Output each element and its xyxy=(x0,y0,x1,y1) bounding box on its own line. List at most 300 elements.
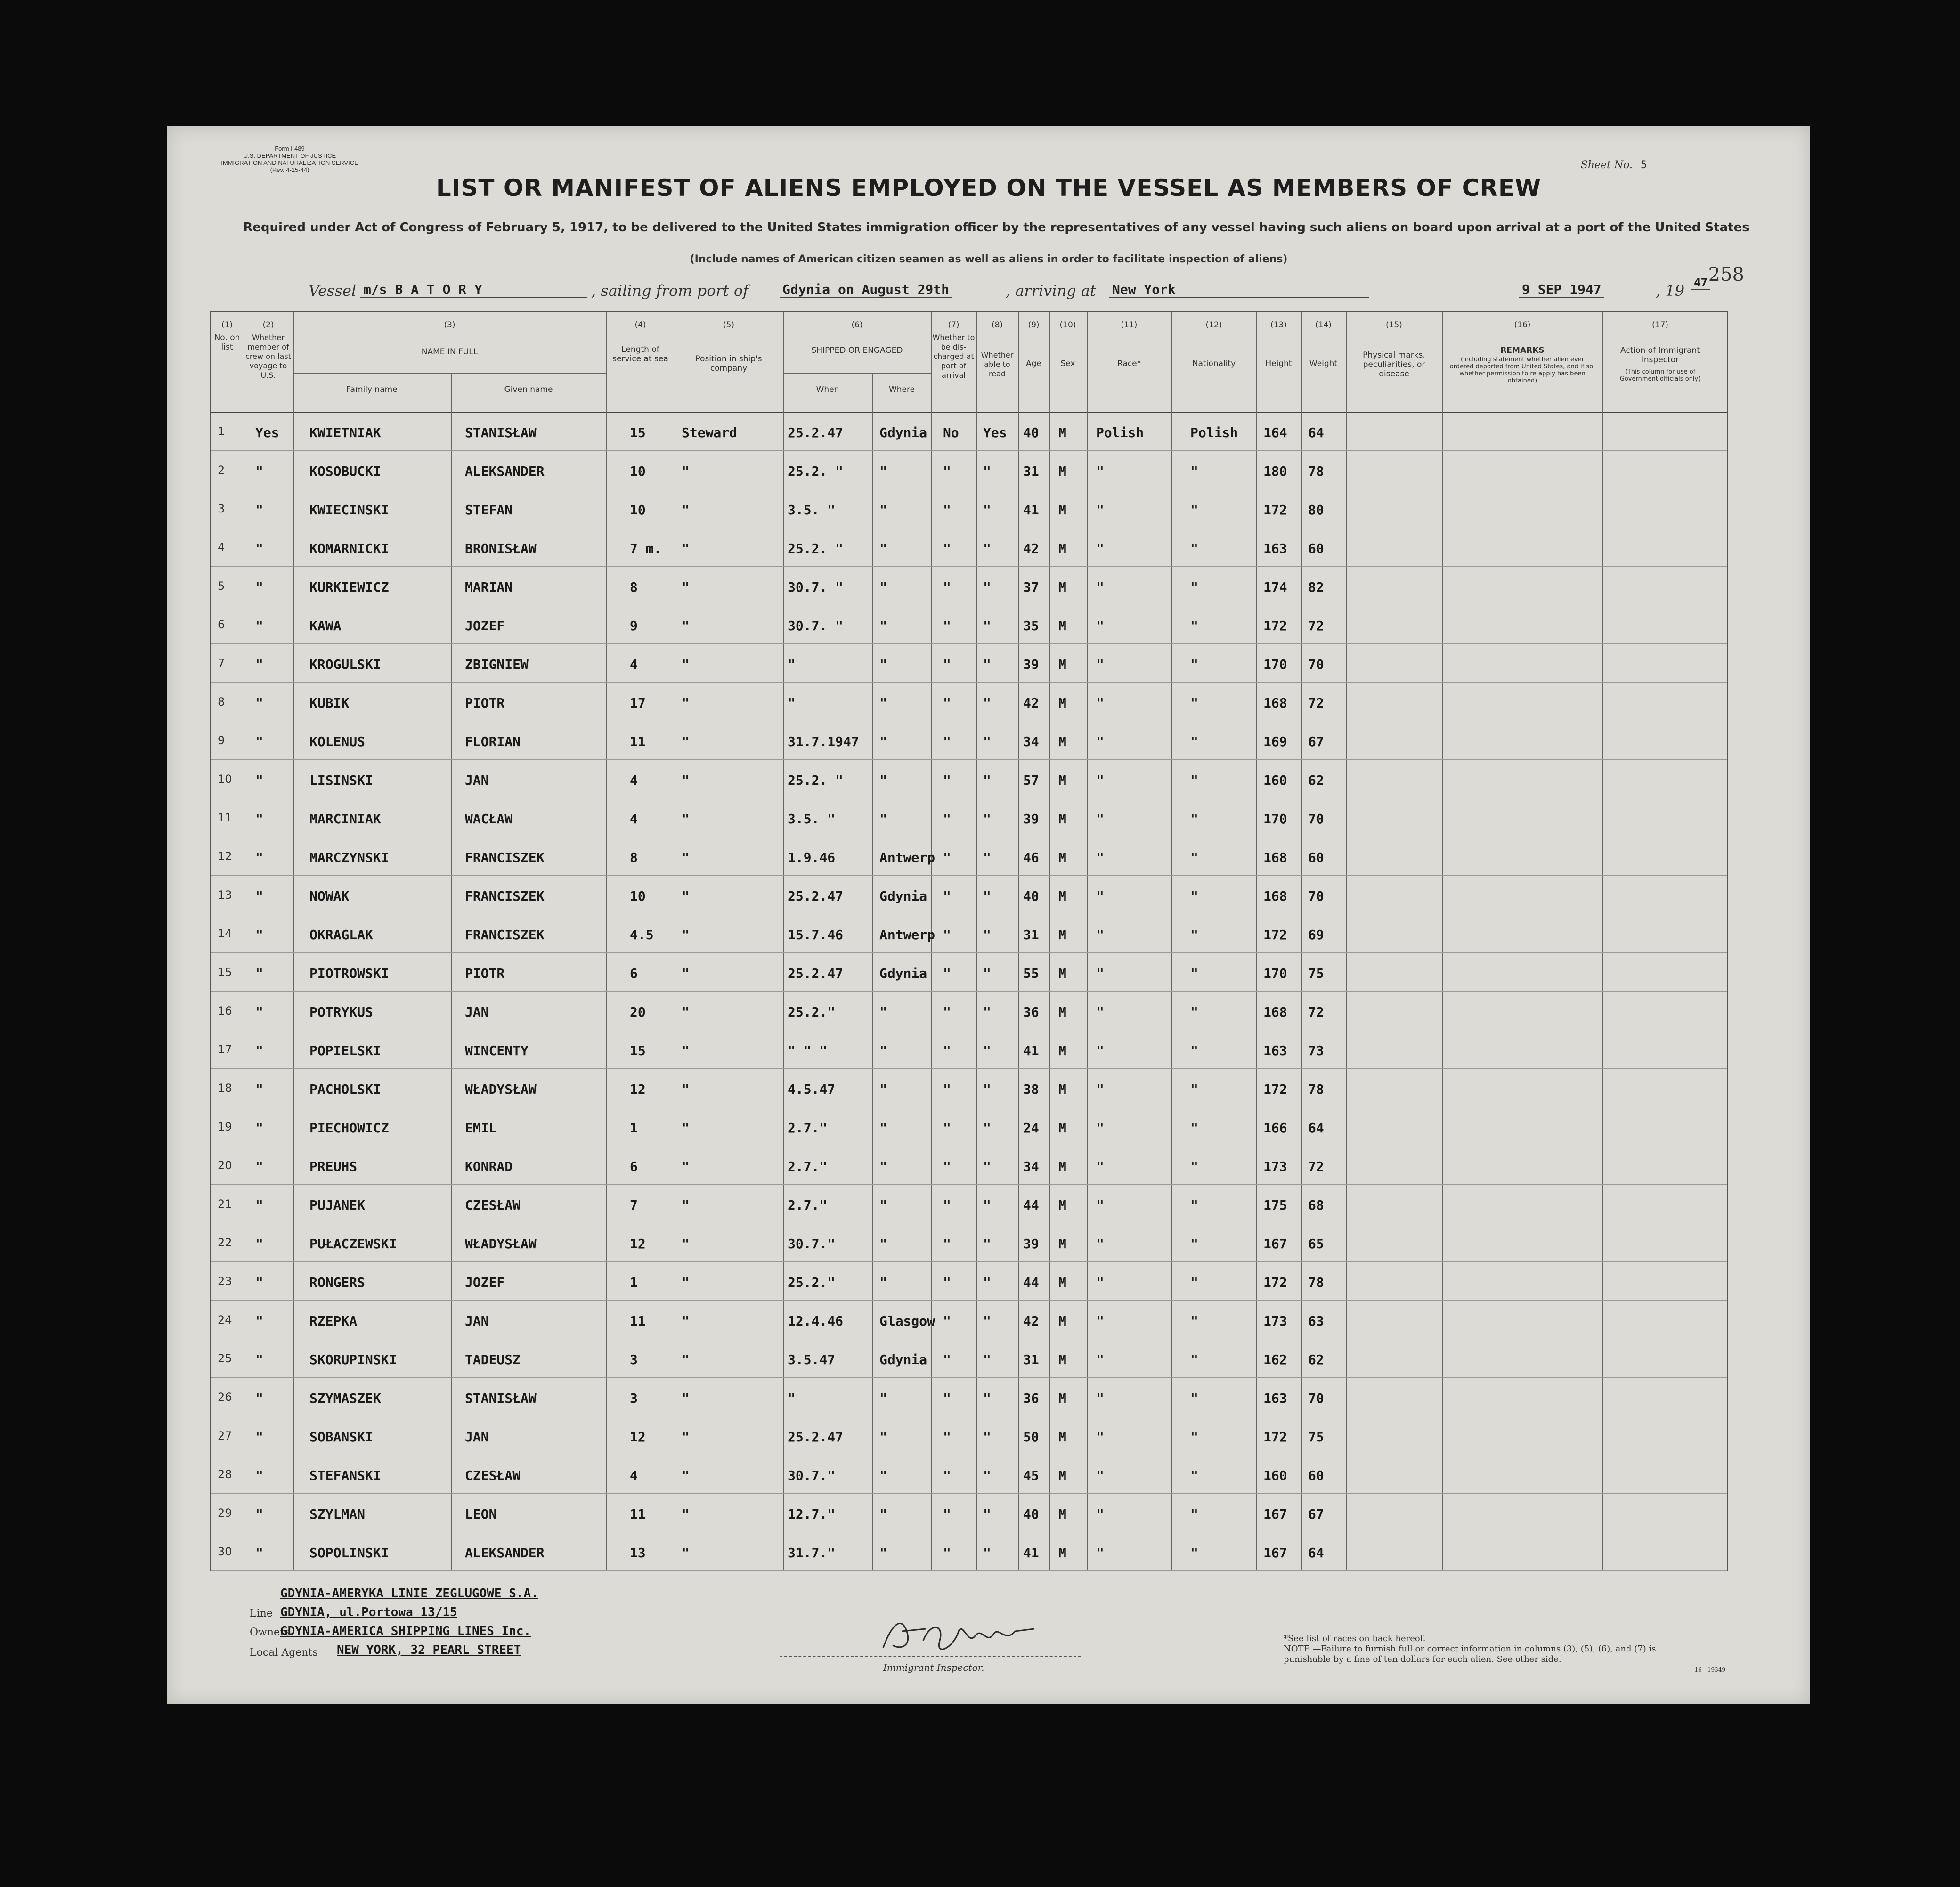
cell-age: 41 xyxy=(1023,502,1039,518)
col-3-number: (3) xyxy=(444,320,455,330)
col-13-number: (13) xyxy=(1270,320,1287,330)
cell-discharged: " xyxy=(943,927,951,943)
column-divider xyxy=(1018,312,1019,1570)
cell-service: 15 xyxy=(630,425,646,440)
cell-service: 4 xyxy=(630,1468,638,1483)
line-label: Line xyxy=(250,1608,273,1619)
arrival-date: 9 SEP 1947 xyxy=(1519,282,1604,298)
cell-family: SZYMASZEK xyxy=(309,1391,381,1406)
cell-no: 11 xyxy=(218,811,232,824)
cell-sex: M xyxy=(1058,579,1066,595)
cell-nationality: " xyxy=(1190,773,1198,788)
crew-table xyxy=(210,311,1728,1571)
cell-race: " xyxy=(1096,1236,1104,1252)
cell-service: 3 xyxy=(630,1352,638,1367)
cell-race: " xyxy=(1096,579,1104,595)
cell-family: KAWA xyxy=(309,618,342,634)
cell-age: 42 xyxy=(1023,1313,1039,1329)
cell-family: KWIETNIAK xyxy=(309,425,381,440)
page-subnote: (Include names of American citizen seamen as well as aliens in order to facilitate inspection of aliens) xyxy=(690,253,1288,265)
cell-sex: M xyxy=(1058,1082,1066,1097)
cell-nationality: " xyxy=(1190,966,1198,981)
col-16-header: REMARKS xyxy=(1500,346,1545,355)
col-3-family-header: Family name xyxy=(346,385,398,394)
cell-family: OKRAGLAK xyxy=(309,927,373,943)
cell-where: " xyxy=(879,579,887,595)
cell-read: " xyxy=(983,657,991,672)
cell-discharged: " xyxy=(943,1043,951,1058)
cell-given: WINCENTY xyxy=(465,1043,529,1058)
form-code: 16—19349 xyxy=(1694,1667,1725,1673)
col-3-given-header: Given name xyxy=(504,385,553,394)
cell-when: 2.7." xyxy=(788,1159,828,1174)
col-9-header: Age xyxy=(1026,359,1041,368)
cell-no: 7 xyxy=(218,657,225,670)
cell-prev: " xyxy=(255,927,263,943)
cell-where: " xyxy=(879,1391,887,1406)
cell-service: 4 xyxy=(630,811,638,827)
cell-where: " xyxy=(879,1468,887,1483)
col-12-header: Nationality xyxy=(1192,359,1236,368)
cell-race: " xyxy=(1096,734,1104,749)
cell-service: 11 xyxy=(630,1506,646,1522)
column-divider xyxy=(1171,312,1172,1570)
cell-when: 15.7.46 xyxy=(788,927,844,943)
row-divider xyxy=(211,1300,1727,1301)
cell-discharged: " xyxy=(943,1275,951,1290)
column-divider xyxy=(1049,312,1050,1570)
cell-where: " xyxy=(879,773,887,788)
cell-family: KROGULSKI xyxy=(309,657,381,672)
cell-race: " xyxy=(1096,811,1104,827)
col-6-number: (6) xyxy=(851,320,863,330)
col-17-number: (17) xyxy=(1652,320,1668,330)
cell-given: EMIL xyxy=(465,1120,497,1136)
cell-discharged: " xyxy=(943,1313,951,1329)
cell-family: KOLENUS xyxy=(309,734,366,749)
row-divider xyxy=(211,875,1727,876)
cell-sex: M xyxy=(1058,425,1066,440)
cell-prev: " xyxy=(255,1197,263,1213)
cell-read: " xyxy=(983,773,991,788)
cell-position: " xyxy=(682,502,690,518)
cell-when: 12.4.46 xyxy=(788,1313,844,1329)
cell-position: " xyxy=(682,1082,690,1097)
revision: (Rev. 4-15-44) xyxy=(270,166,309,173)
column-divider xyxy=(451,373,452,1570)
cell-service: 7 m. xyxy=(630,541,662,556)
cell-sex: M xyxy=(1058,1506,1066,1522)
col-8-header: Whether able to read xyxy=(981,350,1014,378)
column-divider xyxy=(1301,312,1302,1570)
cell-read: " xyxy=(983,1391,991,1406)
cell-height: 164 xyxy=(1263,425,1287,440)
cell-race: " xyxy=(1096,1004,1104,1020)
cell-prev: " xyxy=(255,1082,263,1097)
cell-nationality: " xyxy=(1190,579,1198,595)
cell-race: " xyxy=(1096,1043,1104,1058)
cell-nationality: " xyxy=(1190,1159,1198,1174)
cell-position: " xyxy=(682,966,690,981)
col-15-number: (15) xyxy=(1386,320,1402,330)
sheet-number xyxy=(1581,159,1697,171)
cell-given: KONRAD xyxy=(465,1159,513,1174)
cell-nationality: " xyxy=(1190,464,1198,479)
form-number: Form I-489 xyxy=(275,145,305,152)
cell-position: " xyxy=(682,657,690,672)
column-divider xyxy=(783,312,784,1570)
cell-height: 168 xyxy=(1263,1004,1287,1020)
cell-nationality: " xyxy=(1190,1120,1198,1136)
cell-sex: M xyxy=(1058,1236,1066,1252)
cell-sex: M xyxy=(1058,773,1066,788)
cell-no: 28 xyxy=(218,1468,232,1481)
cell-race: " xyxy=(1096,464,1104,479)
cell-race: " xyxy=(1096,1313,1104,1329)
cell-service: 11 xyxy=(630,734,646,749)
cell-no: 2 xyxy=(218,464,225,477)
cell-no: 9 xyxy=(218,734,225,747)
cell-sex: M xyxy=(1058,734,1066,749)
cell-given: JAN xyxy=(465,1313,489,1329)
cell-age: 36 xyxy=(1023,1391,1039,1406)
cell-given: BRONISŁAW xyxy=(465,541,537,556)
cell-given: ALEKSANDER xyxy=(465,1545,545,1561)
cell-service: 3 xyxy=(630,1391,638,1406)
cell-service: 12 xyxy=(630,1082,646,1097)
cell-prev: " xyxy=(255,773,263,788)
vessel-line xyxy=(309,276,1722,305)
cell-sex: M xyxy=(1058,541,1066,556)
column-divider xyxy=(976,312,977,1570)
cell-given: WACŁAW xyxy=(465,811,513,827)
column-divider xyxy=(1442,312,1443,1570)
cell-discharged: " xyxy=(943,657,951,672)
cell-read: " xyxy=(983,1468,991,1483)
cell-when: 30.7." xyxy=(788,1236,836,1252)
cell-read: " xyxy=(983,695,991,711)
col-11-header: Race* xyxy=(1117,359,1141,368)
department: U.S. DEPARTMENT OF JUSTICE xyxy=(243,152,336,159)
cell-position: " xyxy=(682,579,690,595)
cell-no: 29 xyxy=(218,1506,232,1520)
cell-age: 40 xyxy=(1023,888,1039,904)
cell-age: 46 xyxy=(1023,850,1039,865)
cell-weight: 78 xyxy=(1308,464,1324,479)
cell-no: 21 xyxy=(218,1197,232,1211)
cell-when: 25.2.47 xyxy=(788,888,844,904)
cell-nationality: Polish xyxy=(1190,425,1238,440)
cell-discharged: " xyxy=(943,579,951,595)
cell-no: 24 xyxy=(218,1313,232,1326)
cell-given: JAN xyxy=(465,773,489,788)
cell-weight: 64 xyxy=(1308,425,1324,440)
cell-weight: 67 xyxy=(1308,1506,1324,1522)
cell-prev: " xyxy=(255,579,263,595)
cell-discharged: " xyxy=(943,888,951,904)
divider xyxy=(783,373,931,374)
cell-sex: M xyxy=(1058,966,1066,981)
cell-height: 167 xyxy=(1263,1236,1287,1252)
row-divider xyxy=(211,1570,1727,1571)
cell-discharged: " xyxy=(943,966,951,981)
column-divider xyxy=(872,373,873,1570)
cell-nationality: " xyxy=(1190,811,1198,827)
cell-family: MARCINIAK xyxy=(309,811,381,827)
cell-family: PIOTROWSKI xyxy=(309,966,389,981)
footnote-races: *See list of races on back hereof. xyxy=(1284,1634,1426,1643)
cell-read: " xyxy=(983,1236,991,1252)
cell-weight: 64 xyxy=(1308,1120,1324,1136)
cell-prev: " xyxy=(255,1506,263,1522)
cell-nationality: " xyxy=(1190,657,1198,672)
cell-no: 15 xyxy=(218,966,232,979)
cell-sex: M xyxy=(1058,464,1066,479)
cell-given: WŁADYSŁAW xyxy=(465,1236,537,1252)
row-divider xyxy=(211,952,1727,953)
cell-no: 5 xyxy=(218,579,225,593)
cell-when: 3.5. " xyxy=(788,502,836,518)
cell-height: 168 xyxy=(1263,695,1287,711)
cell-given: CZESŁAW xyxy=(465,1468,521,1483)
cell-where: Gdynia xyxy=(879,888,927,904)
cell-given: CZESŁAW xyxy=(465,1197,521,1213)
cell-age: 39 xyxy=(1023,1236,1039,1252)
cell-where: " xyxy=(879,1043,887,1058)
cell-service: 1 xyxy=(630,1275,638,1290)
form-identifier xyxy=(219,145,360,173)
cell-discharged: " xyxy=(943,1197,951,1213)
cell-height: 172 xyxy=(1263,502,1287,518)
cell-position: " xyxy=(682,734,690,749)
cell-height: 163 xyxy=(1263,1391,1287,1406)
cell-discharged: " xyxy=(943,1429,951,1445)
cell-read: " xyxy=(983,1352,991,1367)
col-5-number: (5) xyxy=(723,320,735,330)
cell-sex: M xyxy=(1058,1429,1066,1445)
cell-prev: " xyxy=(255,734,263,749)
col-2-header: Whether member of crew on last voyage to U.S. xyxy=(245,333,291,380)
cell-age: 40 xyxy=(1023,1506,1039,1522)
cell-no: 12 xyxy=(218,850,232,863)
col-8-number: (8) xyxy=(991,320,1003,330)
cell-race: " xyxy=(1096,1352,1104,1367)
cell-weight: 68 xyxy=(1308,1197,1324,1213)
cell-height: 170 xyxy=(1263,966,1287,981)
cell-where: " xyxy=(879,695,887,711)
cell-position: " xyxy=(682,695,690,711)
col-16-note: (Including statement whether alien ever ordered deported from United States, and if so, whether permission to re-apply has been obtained) xyxy=(1449,356,1595,384)
cell-family: SZYLMAN xyxy=(309,1506,366,1522)
cell-weight: 70 xyxy=(1308,811,1324,827)
cell-when: 25.2.47 xyxy=(788,1429,844,1445)
year-label: , 19 xyxy=(1656,282,1685,300)
cell-weight: 60 xyxy=(1308,850,1324,865)
cell-race: " xyxy=(1096,888,1104,904)
cell-read: " xyxy=(983,1082,991,1097)
cell-sex: M xyxy=(1058,1120,1066,1136)
cell-age: 55 xyxy=(1023,966,1039,981)
cell-no: 30 xyxy=(218,1545,232,1558)
col-7-header: Whether to be dis-charged at port of arrival xyxy=(932,333,975,380)
cell-read: " xyxy=(983,1120,991,1136)
cell-prev: " xyxy=(255,1313,263,1329)
cell-discharged: " xyxy=(943,773,951,788)
cell-position: " xyxy=(682,773,690,788)
column-divider xyxy=(1256,312,1257,1570)
column-divider xyxy=(606,312,607,1570)
local-agents-label: Local Agents xyxy=(250,1647,318,1659)
inspector-signature xyxy=(874,1603,1043,1659)
cell-service: 20 xyxy=(630,1004,646,1020)
cell-given: WŁADYSŁAW xyxy=(465,1082,537,1097)
cell-age: 35 xyxy=(1023,618,1039,634)
cell-discharged: " xyxy=(943,1120,951,1136)
cell-given: FRANCISZEK xyxy=(465,850,545,865)
cell-read: " xyxy=(983,1275,991,1290)
cell-given: ALEKSANDER xyxy=(465,464,545,479)
cell-prev: " xyxy=(255,1468,263,1483)
cell-nationality: " xyxy=(1190,695,1198,711)
cell-height: 173 xyxy=(1263,1159,1287,1174)
col-6-where-header: Where xyxy=(888,385,915,394)
cell-where: Antwerp xyxy=(879,927,935,943)
cell-position: " xyxy=(682,1120,690,1136)
cell-given: PIOTR xyxy=(465,966,505,981)
cell-age: 36 xyxy=(1023,1004,1039,1020)
cell-family: SOPOLINSKI xyxy=(309,1545,389,1561)
arriving-label: , arriving at xyxy=(1006,282,1096,300)
cell-weight: 78 xyxy=(1308,1275,1324,1290)
cell-service: 8 xyxy=(630,579,638,595)
row-divider xyxy=(211,682,1727,683)
cell-position: " xyxy=(682,1197,690,1213)
cell-nationality: " xyxy=(1190,1391,1198,1406)
cell-read: " xyxy=(983,579,991,595)
cell-position: " xyxy=(682,1391,690,1406)
cell-race: " xyxy=(1096,1159,1104,1174)
cell-sex: M xyxy=(1058,618,1066,634)
cell-discharged: " xyxy=(943,1545,951,1561)
cell-nationality: " xyxy=(1190,850,1198,865)
cell-race: " xyxy=(1096,1545,1104,1561)
cell-discharged: " xyxy=(943,1236,951,1252)
sheet-label: Sheet No. xyxy=(1580,159,1633,171)
manifest-footer xyxy=(167,1577,1810,1671)
cell-position: " xyxy=(682,811,690,827)
col-5-header: Position in ship's company xyxy=(695,354,762,373)
cell-race: " xyxy=(1096,1429,1104,1445)
cell-race: " xyxy=(1096,541,1104,556)
col-15-header: Physical marks, peculiarities, or disease xyxy=(1363,350,1425,379)
cell-read: " xyxy=(983,464,991,479)
cell-race: " xyxy=(1096,1082,1104,1097)
cell-when: 30.7." xyxy=(788,1468,836,1483)
cell-position: " xyxy=(682,927,690,943)
cell-race: " xyxy=(1096,1391,1104,1406)
cell-service: 13 xyxy=(630,1545,646,1561)
vessel-label: Vessel xyxy=(309,282,357,300)
cell-when: 12.7." xyxy=(788,1506,836,1522)
cell-service: 12 xyxy=(630,1236,646,1252)
cell-position: " xyxy=(682,1004,690,1020)
cell-family: PIECHOWICZ xyxy=(309,1120,389,1136)
cell-service: 11 xyxy=(630,1313,646,1329)
cell-where: " xyxy=(879,618,887,634)
cell-age: 41 xyxy=(1023,1043,1039,1058)
row-divider xyxy=(211,1493,1727,1494)
cell-position: " xyxy=(682,1236,690,1252)
cell-sex: M xyxy=(1058,1043,1066,1058)
cell-family: NOWAK xyxy=(309,888,350,904)
column-divider xyxy=(1087,312,1088,1570)
cell-given: JOZEF xyxy=(465,618,505,634)
cell-read: " xyxy=(983,850,991,865)
owners-label: Owners xyxy=(250,1627,290,1638)
cell-service: 17 xyxy=(630,695,646,711)
manifest-sheet xyxy=(167,126,1810,1704)
cell-height: 174 xyxy=(1263,579,1287,595)
cell-read: " xyxy=(983,1043,991,1058)
cell-read: " xyxy=(983,1313,991,1329)
cell-race: " xyxy=(1096,773,1104,788)
cell-sex: M xyxy=(1058,1275,1066,1290)
cell-read: " xyxy=(983,502,991,518)
cell-sex: M xyxy=(1058,1545,1066,1561)
cell-where: " xyxy=(879,1506,887,1522)
cell-race: " xyxy=(1096,1506,1104,1522)
cell-given: FRANCISZEK xyxy=(465,927,545,943)
row-divider xyxy=(211,1377,1727,1378)
cell-where: " xyxy=(879,734,887,749)
cell-prev: " xyxy=(255,1159,263,1174)
cell-when: 2.7." xyxy=(788,1197,828,1213)
cell-when: 25.2." xyxy=(788,1275,836,1290)
cell-read: " xyxy=(983,888,991,904)
cell-weight: 75 xyxy=(1308,966,1324,981)
cell-no: 26 xyxy=(218,1391,232,1404)
cell-discharged: " xyxy=(943,695,951,711)
cell-weight: 70 xyxy=(1308,657,1324,672)
col-17-header: Action of Immigrant Inspector xyxy=(1620,346,1700,365)
cell-nationality: " xyxy=(1190,1197,1198,1213)
col-9-number: (9) xyxy=(1028,320,1040,330)
col-2-number: (2) xyxy=(262,320,274,330)
cell-position: " xyxy=(682,1043,690,1058)
cell-discharged: " xyxy=(943,1082,951,1097)
cell-nationality: " xyxy=(1190,618,1198,634)
cell-position: " xyxy=(682,1506,690,1522)
cell-service: 12 xyxy=(630,1429,646,1445)
cell-when: 31.7." xyxy=(788,1545,836,1561)
cell-race: " xyxy=(1096,657,1104,672)
cell-where: " xyxy=(879,811,887,827)
row-divider xyxy=(211,1068,1727,1069)
col-6-when-header: When xyxy=(816,385,839,394)
cell-weight: 72 xyxy=(1308,695,1324,711)
cell-prev: " xyxy=(255,1120,263,1136)
cell-family: KWIECINSKI xyxy=(309,502,389,518)
cell-prev: Yes xyxy=(255,425,279,440)
cell-when: 2.7." xyxy=(788,1120,828,1136)
cell-when: 1.9.46 xyxy=(788,850,836,865)
row-divider xyxy=(211,643,1727,644)
cell-prev: " xyxy=(255,1429,263,1445)
cell-when: 30.7. " xyxy=(788,579,844,595)
cell-where: " xyxy=(879,1275,887,1290)
cell-given: LEON xyxy=(465,1506,497,1522)
cell-given: STEFAN xyxy=(465,502,513,518)
